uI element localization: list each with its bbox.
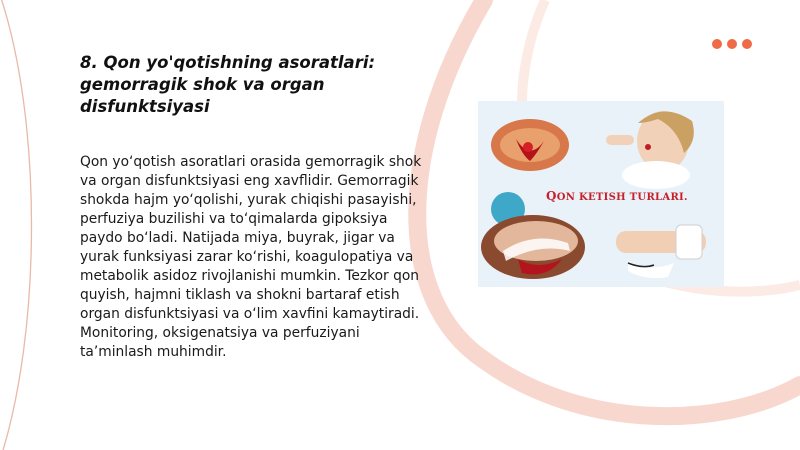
wound-image: [491, 119, 569, 171]
dot: [742, 39, 752, 49]
slide-title: 8. Qon yo'qotishning asoratlari: gemorragik shok va organ disfunktsiyasi: [80, 53, 376, 116]
left-edge-curve: [0, 0, 32, 450]
dot: [712, 39, 722, 49]
picture-caption: [546, 189, 688, 203]
dot: [727, 39, 737, 49]
menu-dots-icon: [712, 39, 752, 49]
bleeding-types-picture: [478, 101, 724, 287]
arm-wound-image: [481, 215, 585, 279]
nosebleed-image: [606, 111, 694, 189]
slide-body-text: Qon yo‘qotish asoratlari orasida gemorragik shok va organ disfunktsiyasi eng xavflidir. Gemorragik shokda hajm yo‘qolishi, yurak chiqishi pasayishi, perfuziya buzilishi va to‘qimalarda gipoksiya paydo bo‘ladi. Natijada miya, buyrak, jigar va yurak funksiyasi zarar ko‘rishi, koagulopatiya va metabolik asidoz rivojlanishi mumkin. Tezkor qon quyish, hajmni tiklash va shokni bartaraf etish organ disfunktsiyasi va o‘lim xavfini kamaytiradi. Monitoring, oksigenatsiya va perfuziyani ta’minlash muhimdir.: [80, 154, 422, 360]
caption-rest: ON KETISH TURLARI.: [556, 192, 688, 203]
caption-initial: Q: [546, 189, 557, 203]
bandage-image: [616, 225, 706, 278]
